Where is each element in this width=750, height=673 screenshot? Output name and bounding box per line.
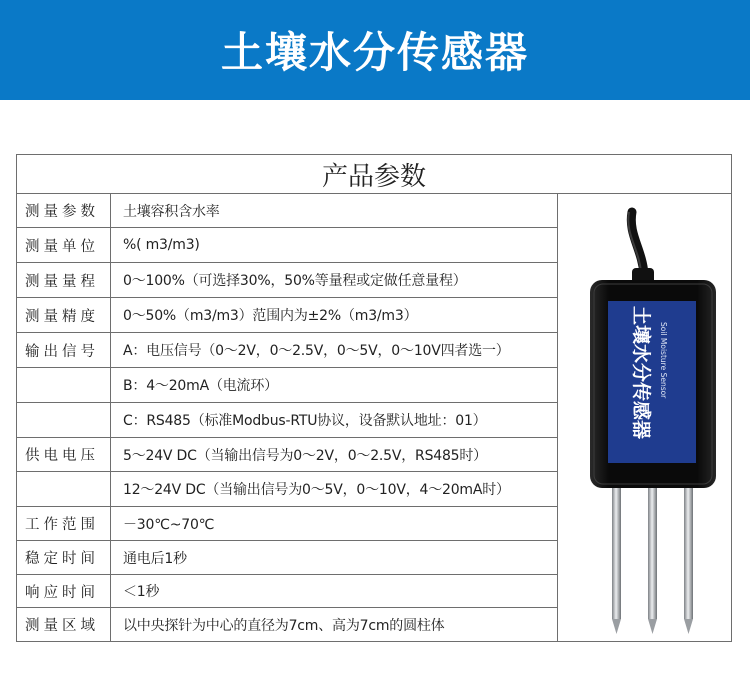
table-row	[17, 541, 557, 575]
row-label: 测量参数	[17, 194, 111, 227]
row-label: 工作范围	[17, 507, 111, 540]
row-value: 0～50%（m3/m3）范围内为±2%（m3/m3）	[123, 308, 418, 324]
row-value: 通电后1秒	[123, 550, 187, 567]
row-label: 稳定时间	[17, 541, 111, 574]
row-value: A：电压信号（0～2V，0～2.5V，0～5V，0～10V四者选一）	[123, 343, 510, 359]
row-value: C：RS485（标准Modbus-RTU协议，设备默认地址：01）	[123, 413, 487, 429]
title-banner	[0, 0, 750, 100]
row-value: B：4～20mA（电流环）	[123, 378, 278, 394]
table-row	[17, 263, 557, 298]
table-row	[17, 368, 557, 403]
row-label: 测量区域	[17, 608, 111, 641]
row-value: ＜1秒	[123, 584, 160, 600]
row-label	[17, 472, 111, 506]
soil-moisture-sensor-image	[558, 194, 731, 641]
table-row	[17, 228, 557, 263]
table-row	[17, 298, 557, 333]
sensor-label-subtitle: Soil Moisture Sensor	[659, 322, 668, 399]
table-row	[17, 472, 557, 507]
table-row	[17, 438, 557, 472]
table-row	[17, 507, 557, 541]
table-row	[17, 194, 557, 228]
row-label	[17, 368, 111, 402]
spec-rows	[17, 194, 557, 641]
banner-title: 土壤水分传感器	[220, 28, 529, 77]
row-label: 测量精度	[17, 298, 111, 332]
row-label: 测量量程	[17, 263, 111, 297]
product-image-cell	[557, 194, 731, 641]
row-label: 供电电压	[17, 438, 111, 471]
row-value: 12～24V DC（当输出信号为0～5V，0～10V，4～20mA时）	[123, 482, 510, 498]
row-value: －30℃~70℃	[123, 516, 215, 533]
probe-center	[648, 484, 657, 619]
table-header: 产品参数	[17, 155, 731, 194]
table-row	[17, 333, 557, 368]
table-row	[17, 608, 557, 641]
row-value: 0～100%（可选择30%，50%等量程或定做任意量程）	[123, 273, 467, 289]
row-label: 测量单位	[17, 228, 111, 262]
sensor-label-title: 土壤水分传感器	[630, 306, 652, 440]
probe-left-tip	[612, 619, 621, 634]
row-value: 以中央探针为中心的直径为7cm、高为7cm的圆柱体	[123, 617, 445, 634]
table-row	[17, 403, 557, 438]
row-label: 响应时间	[17, 575, 111, 607]
row-label: 输出信号	[17, 333, 111, 367]
probe-center-tip	[648, 619, 657, 634]
probe-right	[684, 484, 693, 619]
row-label	[17, 403, 111, 437]
probe-right-tip	[684, 619, 693, 634]
spec-table	[16, 154, 732, 642]
probe-left	[612, 484, 621, 619]
row-value: 5～24V DC（当输出信号为0～2V，0～2.5V，RS485时）	[123, 447, 487, 464]
table-row	[17, 575, 557, 608]
row-value: 土壤容积含水率	[123, 203, 220, 220]
row-value: %( m3/m3)	[123, 237, 200, 253]
